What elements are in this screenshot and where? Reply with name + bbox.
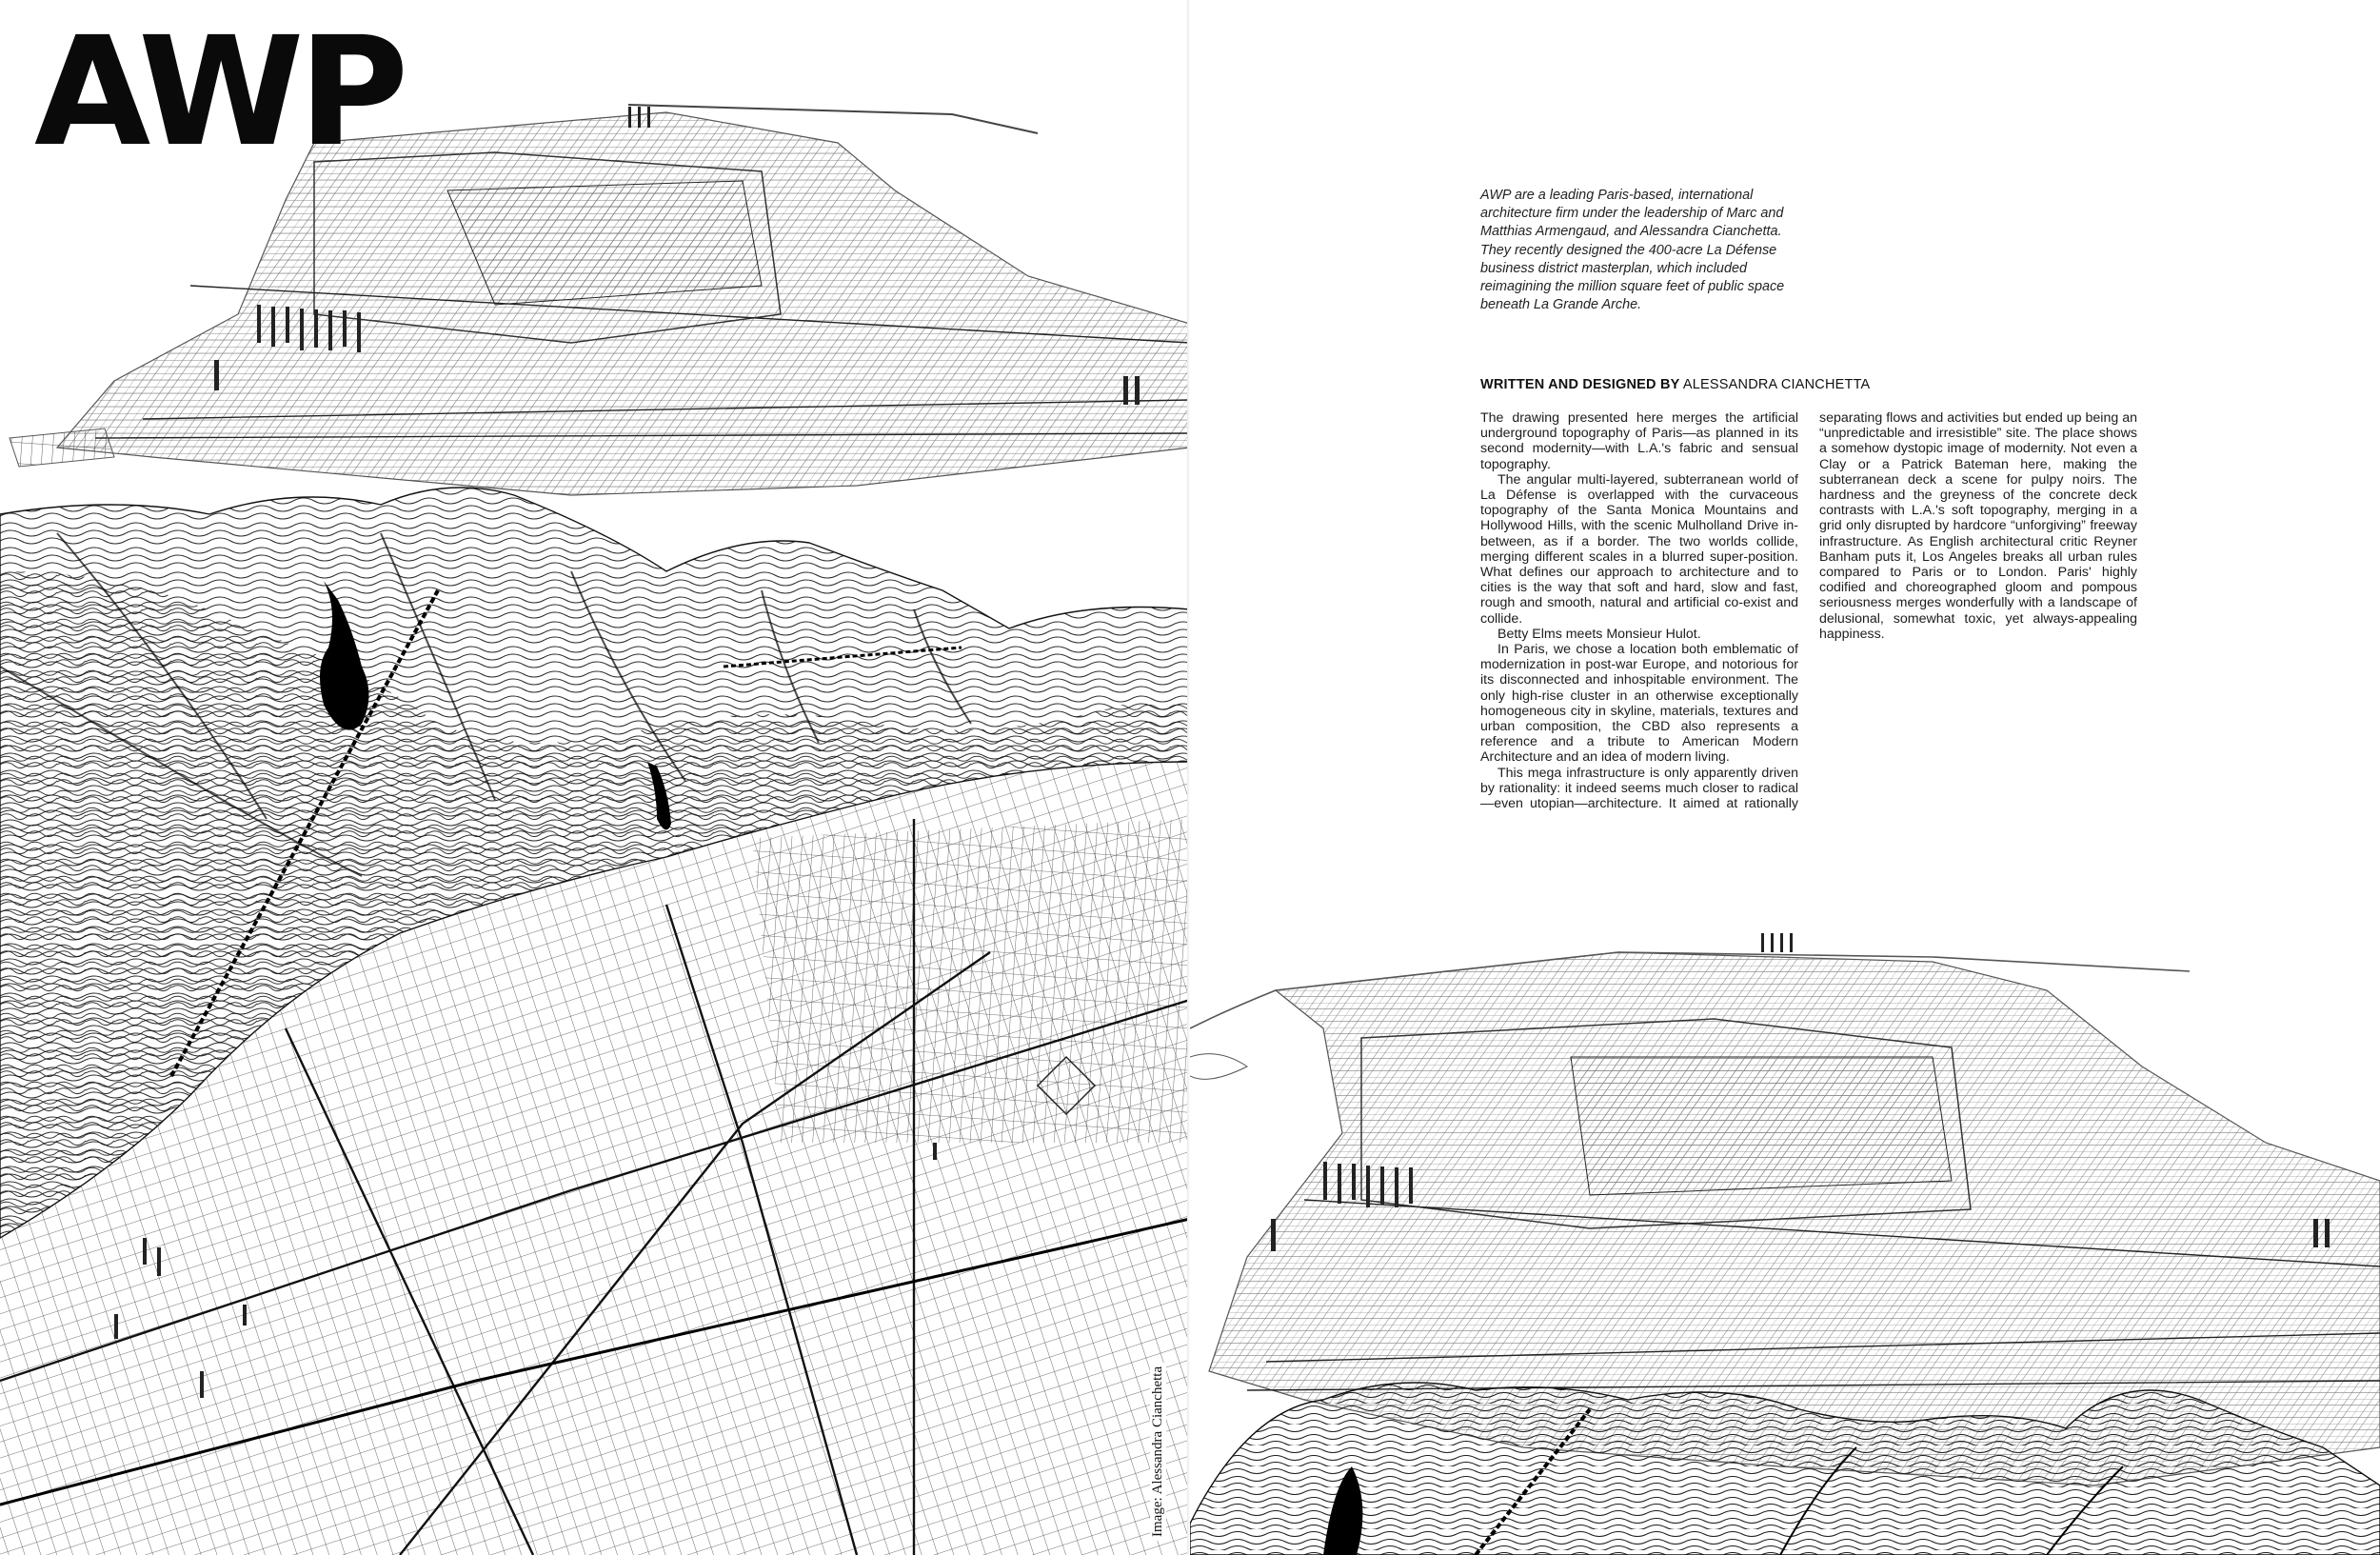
paragraph: The angular multi-layered, subterranean world of La Défense is overlapped with the curvaceous topography of the Santa Monica Mountains and Hollywood Hills, with the scenic Mulholland Drive in-between, as if a border. The two worlds collide, merging different scales in a blurred super-position. What defines our approach to architecture and to cities is the way that soft and hard, slow and fast, rough and smooth, natural and artificial co-exist and collide. [1480, 471, 1798, 627]
article-body [1480, 410, 2137, 820]
paragraph: The drawing presented here merges the artificial underground topography of Paris—as planned in its second modernity—with L.A.'s fabric and sensual topography. [1480, 410, 1798, 472]
paragraph: Betty Elms meets Monsieur Hulot. [1497, 626, 1701, 642]
paragraph: In Paris, we chose a location both emblematic of modernization in post-war Europe, and notorious for its disconnected and inhospitable environment. The only high-rise cluster in an otherwise exceptionally homogeneous city in skyline, materials, textures and urban composition, the CBD also represents a reference and a tribute to American Modern Architecture and an idea of modern living. [1480, 642, 1798, 766]
byline-label: WRITTEN AND DESIGNED BY [1480, 377, 1680, 392]
byline [1480, 377, 1870, 392]
intro-text: AWP are a leading Paris-based, international architecture firm under the leadership of Marc and Matthias Armengaud, and Alessandra Cianchetta. They recently designed the 400-acre La Défense business district masterplan, which included reimagining the million square feet of public space beneath La Grande Arche. [1480, 188, 1785, 313]
magazine-logo: AWP [34, 5, 404, 180]
paragraph: This mega infrastructure is only apparently driven by rationality: it indeed seems much closer to radical—even utopian—architecture. It aimed at rationally separating flows and activities but ended up being an “unpredictable and irresistible” site. The place shows a somehow dystopic image of modernity. Not even a Clay or a Patrick Bateman here, making the subterranean deck a scene for pulpy noirs. The hardness and the greyness of the concrete deck contrasts with L.A.'s soft topography, merging in a grid only disrupted by hardcore “unforgiving” freeway infrastructure. As English architectural critic Reyner Banham puts it, Los Angeles breaks all urban rules compared to Paris or to London. Paris' highly codified and choreographed gloom and pompous seriousness merges wonderfully with a landscape of delusional, somewhat toxic, yet always-appealing happiness. [1480, 410, 2137, 812]
image-credit: Image: Alessandra Cianchetta [1150, 1363, 1166, 1541]
right-page [1190, 0, 2380, 1555]
byline-author: ALESSANDRA CIANCHETTA [1682, 377, 1871, 392]
